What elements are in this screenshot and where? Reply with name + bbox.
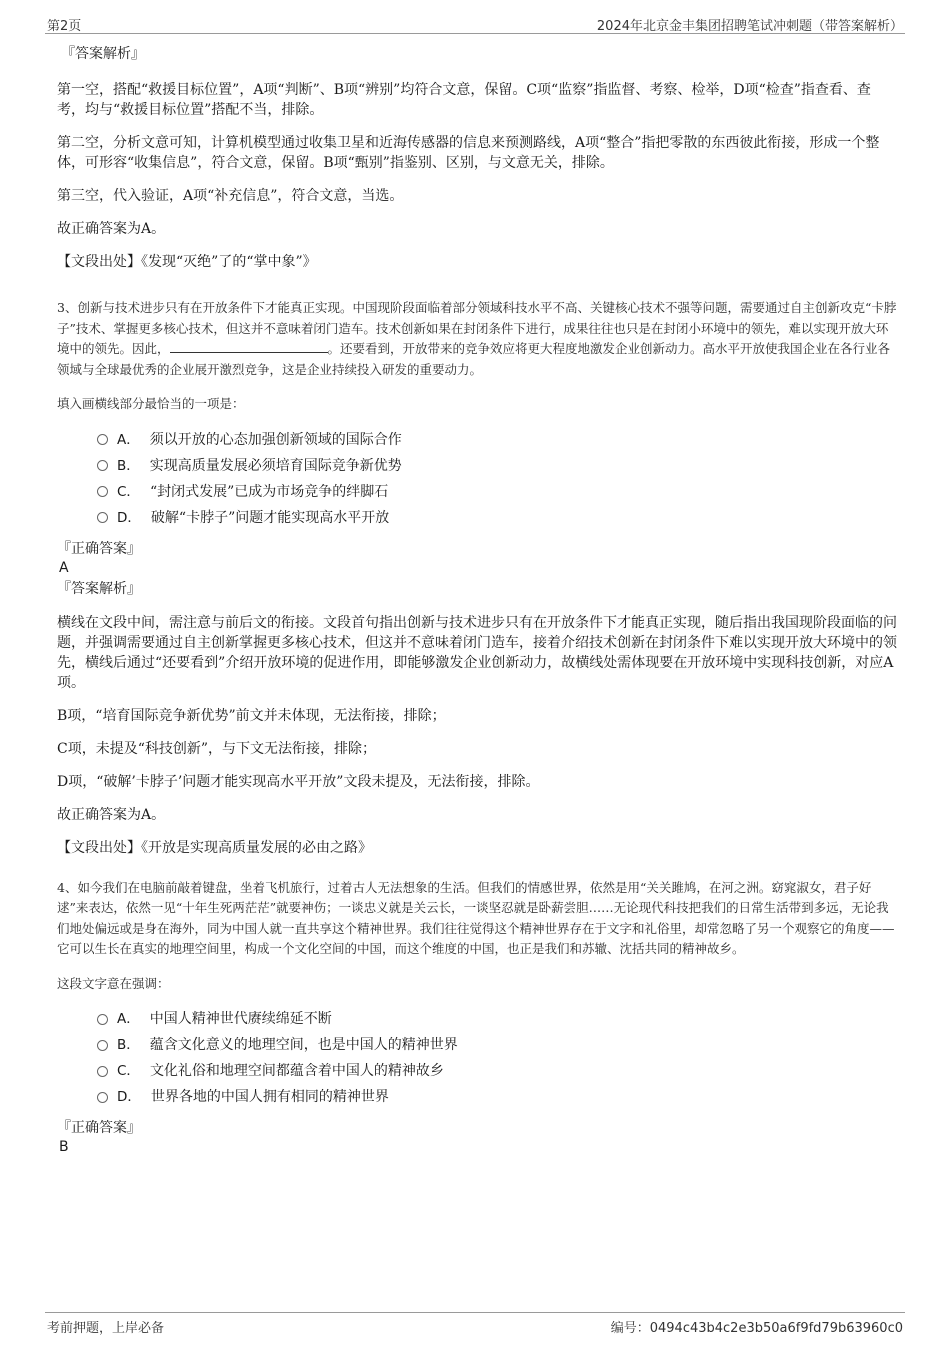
question-4-prompt: 这段文字意在强调：	[57, 975, 170, 991]
question-3-passage: 3、创新与技术进步只有在开放条件下才能真正实现。中国现阶段面临着部分领域科技水平不高、关键核心技术不强等问题，需要通过自主创新攻克“卡脖子”技术、掌握更多核心技术，但这并不意味着闭门造车。技术创新如果在封闭条件下进行，成果往往也只是在封闭小环境中的领先，难以实现开放大环境中的领先。因此， 。还要看到，开放带来的竞争效应将更大程度地激发企业创新动力。高水平开放使我国企业在各行业各领域与全球最优秀的企业展开激烈竞争，这是企业持续投入研发的重要动力。	[57, 300, 897, 377]
option-a[interactable]: A． 中国人精神世代赓续绵延不断	[97, 1006, 897, 1032]
correct-answer-label: 『正确答案』	[57, 1120, 141, 1136]
passage-source: 【文段出处】《开放是实现高质量发展的必由之路》	[57, 839, 372, 856]
document-serial: 编号：0494c43b4c2e3b50a6f9fd79b63960c0	[610, 1321, 903, 1336]
option-b[interactable]: B． 蕴含文化意义的地理空间，也是中国人的精神世界	[97, 1032, 897, 1058]
passage-source: 【文段出处】《发现“灭绝”了的“掌中象”》	[57, 254, 317, 270]
option-c[interactable]: C． 文化礼俗和地理空间都蕴含着中国人的精神故乡	[97, 1058, 897, 1084]
analysis-paragraph: B项，“培育国际竞争新优势”前文并未体现，无法衔接，排除；	[57, 707, 446, 724]
page-number: 第2页	[47, 19, 82, 34]
document-title: 2024年北京金丰集团招聘笔试冲刺题（带答案解析）	[596, 19, 903, 34]
radio-icon[interactable]	[97, 1040, 108, 1051]
analysis-paragraph: 第二空，分析文意可知，计算机模型通过收集卫星和近海传感器的信息来预测路线，A项“整合”指把零散的东西彼此衔接，形成一个整体，可形容“收集信息”，符合文意，保留。B项“甄别”指鉴别、区别，与文意无关，排除。	[57, 135, 880, 171]
radio-icon[interactable]	[97, 460, 108, 471]
answer-analysis-label: 『答案解析』	[61, 46, 145, 62]
fill-in-blank	[170, 340, 328, 353]
question-3-prompt: 填入画横线部分最恰当的一项是：	[57, 396, 245, 411]
radio-icon[interactable]	[97, 434, 108, 445]
radio-icon[interactable]	[97, 512, 108, 523]
analysis-paragraph: 第三空，代入验证，A项“补充信息”，符合文意，当选。	[57, 188, 404, 204]
option-a[interactable]: A． 须以开放的心态加强创新领域的国际合作	[97, 427, 897, 453]
question-4-passage: 4、如今我们在电脑前敲着键盘，坐着飞机旅行，过着古人无法想象的生活。但我们的情感世界，依然是用“关关雎鸠，在河之洲。窈窕淑女，君子好逑”来表达，依然一见“十年生死两茫茫”就要神伤；一谈忠义就是关云长，一谈坚忍就是卧薪尝胆……无论现代科技把我们的日常生活带到多远，无论我们地处偏远或是身在海外，同为中国人就一直共享这个精神世界。我们往往觉得这个精神世界存在于文字和礼俗里，却常忽略了另一个观察它的角度——它可以生长在真实的地理空间里，构成一个文化空间的中国，而这个维度的中国，也正是我们和苏辙、沈括共同的精神故乡。	[57, 879, 895, 956]
radio-icon[interactable]	[97, 1066, 108, 1077]
option-d[interactable]: D． 世界各地的中国人拥有相同的精神世界	[97, 1084, 897, 1110]
analysis-paragraph: D项，“破解’卡脖子’问题才能实现高水平开放”文段未提及，无法衔接，排除。	[57, 773, 540, 790]
correct-answer-statement: 故正确答案为A。	[57, 221, 166, 237]
question-4-options	[97, 1006, 897, 1110]
option-d[interactable]: D． 破解“卡脖子”问题才能实现高水平开放	[97, 505, 897, 531]
correct-answer-statement: 故正确答案为A。	[57, 806, 166, 823]
radio-icon[interactable]	[97, 1092, 108, 1103]
correct-answer-label: 『正确答案』	[57, 540, 141, 557]
radio-icon[interactable]	[97, 486, 108, 497]
answer-analysis-label: 『答案解析』	[57, 580, 141, 597]
option-c[interactable]: C． “封闭式发展”已成为市场竞争的绊脚石	[97, 479, 897, 505]
page-content	[57, 44, 897, 1156]
correct-answer-value: B	[59, 1139, 69, 1155]
analysis-paragraph: 第一空，搭配“救援目标位置”，A项“判断”、B项“辨别”均符合文意，保留。C项“监察”指监督、考察、检举，D项“检查”指查看、查考，均与“救援目标位置”搭配不当，排除。	[57, 82, 871, 118]
correct-answer-value: A	[59, 559, 69, 576]
option-b[interactable]: B． 实现高质量发展必须培育国际竞争新优势	[97, 453, 897, 479]
footer-slogan: 考前押题，上岸必备	[47, 1321, 165, 1336]
analysis-paragraph: 横线在文段中间，需注意与前后文的衔接。文段首句指出创新与技术进步只有在开放条件下才能真正实现，随后指出我国现阶段面临的问题，并强调需要通过自主创新掌握更多核心技术，但这并不意味着闭门造车，接着介绍技术创新在封闭条件下难以实现开放大环境中的领先，横线后通过“还要看到”介绍开放环境的促进作用，即能够激发企业创新动力，故横线处需体现要在开放环境中实现科技创新，对应A项。	[57, 614, 897, 691]
radio-icon[interactable]	[97, 1014, 108, 1025]
analysis-paragraph: C项，未提及“科技创新”，与下文无法衔接，排除；	[57, 740, 377, 757]
question-3-options	[97, 427, 897, 531]
page-header	[45, 13, 905, 34]
page-footer	[45, 1312, 905, 1335]
